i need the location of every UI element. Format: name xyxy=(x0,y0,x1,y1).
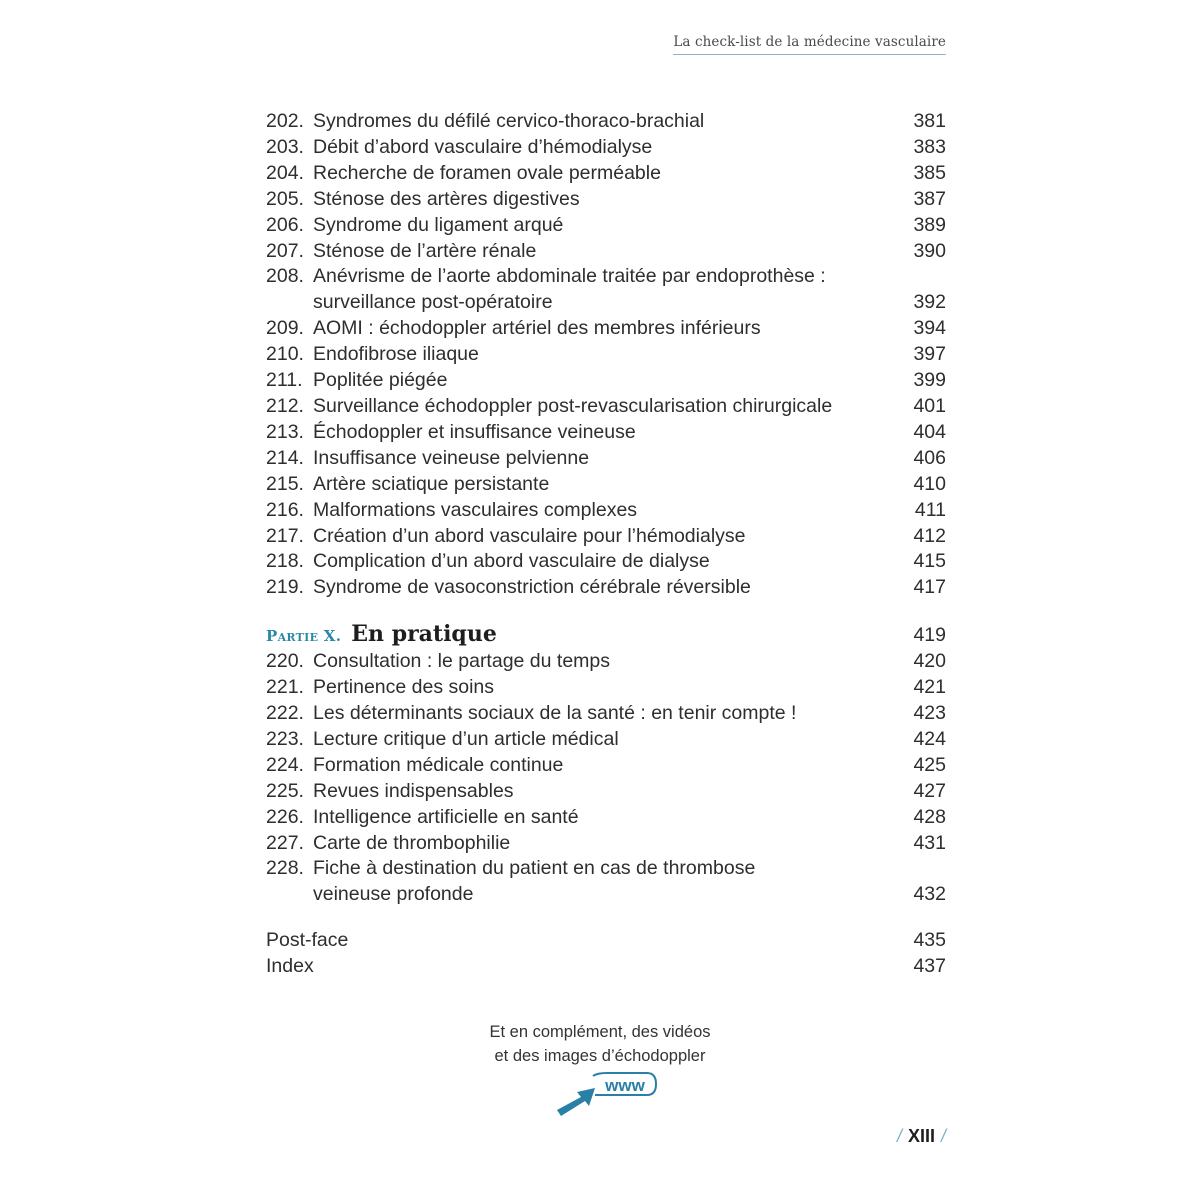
entry-page: 411 xyxy=(914,498,946,521)
entry-page: 387 xyxy=(913,187,946,210)
arrow-shape xyxy=(557,1088,595,1116)
entry-title: Échodoppler et insuffisance veineuse xyxy=(313,420,636,443)
toc-entry[interactable] xyxy=(266,779,946,805)
toc-entry[interactable] xyxy=(266,394,946,420)
entry-page: 420 xyxy=(913,650,946,673)
toc-entry[interactable] xyxy=(266,135,946,161)
entry-title: Intelligence artificielle en santé xyxy=(313,805,579,828)
entry-page: 389 xyxy=(913,213,946,236)
part-title: En pratique xyxy=(351,621,497,648)
folio-slash-left: / xyxy=(896,1126,902,1146)
www-label: www xyxy=(605,1076,645,1095)
entry-title: Syndromes du défilé cervico-thoraco-brachial xyxy=(313,110,705,132)
folio-page-number: XIII xyxy=(907,1126,935,1146)
entry-number: 220. xyxy=(266,650,304,673)
entry-number: 221. xyxy=(266,676,304,699)
entry-number: 227. xyxy=(266,831,304,854)
toc-entry[interactable] xyxy=(266,161,946,187)
entry-title: Recherche de foramen ovale perméable xyxy=(313,161,661,184)
entry-title: Sténose des artères digestives xyxy=(313,187,580,210)
entry-page: 412 xyxy=(913,524,946,547)
entry-number: 210. xyxy=(266,343,304,366)
supplement-note xyxy=(0,1020,1200,1068)
entry-number: 211. xyxy=(266,369,303,392)
entry-page: 427 xyxy=(913,779,946,802)
toc-entry[interactable] xyxy=(266,109,946,135)
entry-number: 212. xyxy=(266,394,304,417)
entry-title: Syndrome de vasoconstriction cérébrale réversible xyxy=(313,576,751,599)
entry-title: Syndrome du ligament arqué xyxy=(313,213,564,236)
entry-number: 218. xyxy=(266,550,304,573)
entry-title: Malformations vasculaires complexes xyxy=(313,498,638,521)
entry-title: Carte de thrombophilie xyxy=(313,831,511,854)
entry-title: Post-face xyxy=(266,929,349,952)
toc-entry[interactable] xyxy=(266,524,946,550)
toc-list-part-ix xyxy=(266,109,946,601)
entry-number: 205. xyxy=(266,187,304,210)
entry-page: 437 xyxy=(913,955,946,978)
entry-title: Revues indispensables xyxy=(313,779,514,802)
entry-page: 397 xyxy=(913,343,946,366)
toc-entry[interactable] xyxy=(266,549,946,575)
toc-entry[interactable] xyxy=(266,213,946,239)
entry-number: 208. xyxy=(266,265,304,288)
entry-page: 401 xyxy=(913,394,946,417)
entry-page: 381 xyxy=(913,110,946,132)
entry-page: 435 xyxy=(913,929,946,952)
part-page: 419 xyxy=(913,624,946,647)
table-of-contents xyxy=(266,109,946,980)
entry-title: Complication d’un abord vasculaire de dialyse xyxy=(313,550,710,573)
entry-number: 202. xyxy=(266,110,304,132)
toc-entry[interactable] xyxy=(266,805,946,831)
toc-entry[interactable] xyxy=(266,264,946,290)
entry-number: 209. xyxy=(266,317,304,340)
entry-title: surveillance post-opératoire xyxy=(313,291,553,314)
toc-entry[interactable] xyxy=(266,446,946,472)
toc-entry[interactable] xyxy=(266,753,946,779)
entry-page: 385 xyxy=(913,161,946,184)
folio-slash-right: / xyxy=(940,1126,946,1146)
toc-entry[interactable] xyxy=(266,575,946,601)
running-head: La check-list de la médecine vasculaire xyxy=(673,34,946,55)
entry-page: 394 xyxy=(913,317,946,340)
entry-title: Index xyxy=(266,955,314,978)
entry-number: 226. xyxy=(266,805,304,828)
toc-entry[interactable] xyxy=(266,856,946,882)
entry-number: 213. xyxy=(266,420,304,443)
supplement-line-2: et des images d’échodoppler xyxy=(494,1047,706,1065)
toc-entry[interactable] xyxy=(266,316,946,342)
entry-page: 428 xyxy=(913,805,946,828)
entry-page: 417 xyxy=(913,576,946,599)
entry-page: 406 xyxy=(913,446,946,469)
entry-number: 217. xyxy=(266,524,304,547)
entry-title: Débit d’abord vasculaire d’hémodialyse xyxy=(313,135,653,158)
entry-number: 206. xyxy=(266,213,304,236)
toc-entry[interactable] xyxy=(266,649,946,675)
entry-page: 404 xyxy=(913,420,946,443)
entry-title: Pertinence des soins xyxy=(313,676,495,699)
toc-list-part-x xyxy=(266,649,946,908)
entry-title: veineuse profonde xyxy=(313,883,474,906)
entry-number: 215. xyxy=(266,472,304,495)
back-matter-entry[interactable] xyxy=(266,928,946,954)
toc-entry[interactable] xyxy=(266,342,946,368)
entry-number: 207. xyxy=(266,239,304,262)
toc-entry-continuation[interactable] xyxy=(266,290,946,316)
entry-title: Consultation : le partage du temps xyxy=(313,650,611,673)
entry-page: 424 xyxy=(913,727,946,750)
toc-entry[interactable] xyxy=(266,675,946,701)
part-heading[interactable] xyxy=(266,621,946,649)
entry-page: 415 xyxy=(913,550,946,573)
toc-entry[interactable] xyxy=(266,727,946,753)
entry-title: Création d’un abord vasculaire pour l’hémodialyse xyxy=(313,524,746,547)
entry-number: 204. xyxy=(266,161,304,184)
toc-entry[interactable] xyxy=(266,239,946,265)
entry-page: 383 xyxy=(913,135,946,158)
entry-page: 425 xyxy=(913,753,946,776)
toc-entry[interactable] xyxy=(266,498,946,524)
entry-title: Surveillance échodoppler post-revascularisation chirurgicale xyxy=(313,394,833,417)
entry-number: 214. xyxy=(266,446,304,469)
entry-number: 219. xyxy=(266,576,304,599)
entry-title: Endofibrose iliaque xyxy=(313,343,479,366)
entry-page: 421 xyxy=(913,676,946,699)
entry-title: Insuffisance veineuse pelvienne xyxy=(313,446,590,469)
entry-number: 223. xyxy=(266,727,304,750)
entry-title: Poplitée piégée xyxy=(313,369,448,392)
entry-title: AOMI : échodoppler artériel des membres inférieurs xyxy=(313,317,761,340)
entry-title: Lecture critique d’un article médical xyxy=(313,727,619,750)
page-folio xyxy=(897,1126,946,1147)
entry-page: 432 xyxy=(913,883,946,906)
part-label: Partie X. xyxy=(266,627,342,646)
entry-title: Les déterminants sociaux de la santé : en tenir compte ! xyxy=(313,702,797,725)
entry-number: 216. xyxy=(266,498,304,521)
entry-number: 222. xyxy=(266,702,304,725)
entry-number: 228. xyxy=(266,857,304,880)
toc-entry[interactable] xyxy=(266,701,946,727)
entry-number: 203. xyxy=(266,135,304,158)
entry-number: 225. xyxy=(266,779,304,802)
toc-entry[interactable] xyxy=(266,420,946,446)
toc-entry[interactable] xyxy=(266,831,946,857)
toc-entry-continuation[interactable] xyxy=(266,882,946,908)
web-link-arrow-icon[interactable] xyxy=(555,1070,660,1120)
entry-page: 390 xyxy=(913,239,946,262)
supplement-line-1: Et en complément, des vidéos xyxy=(489,1023,711,1041)
entry-page: 423 xyxy=(913,702,946,725)
toc-entry[interactable] xyxy=(266,187,946,213)
toc-back-matter xyxy=(266,928,946,980)
entry-title: Fiche à destination du patient en cas de thrombose xyxy=(313,857,756,880)
toc-entry[interactable] xyxy=(266,368,946,394)
entry-title: Formation médicale continue xyxy=(313,753,564,776)
entry-title: Anévrisme de l’aorte abdominale traitée par endoprothèse : xyxy=(313,265,826,288)
entry-number: 224. xyxy=(266,753,304,776)
entry-title: Artère sciatique persistante xyxy=(313,472,550,495)
entry-page: 399 xyxy=(913,369,946,392)
back-matter-entry[interactable] xyxy=(266,954,946,980)
entry-page: 410 xyxy=(913,472,946,495)
toc-entry[interactable] xyxy=(266,472,946,498)
entry-title: Sténose de l’artère rénale xyxy=(313,239,537,262)
entry-page: 431 xyxy=(913,831,946,854)
entry-page: 392 xyxy=(913,291,946,314)
